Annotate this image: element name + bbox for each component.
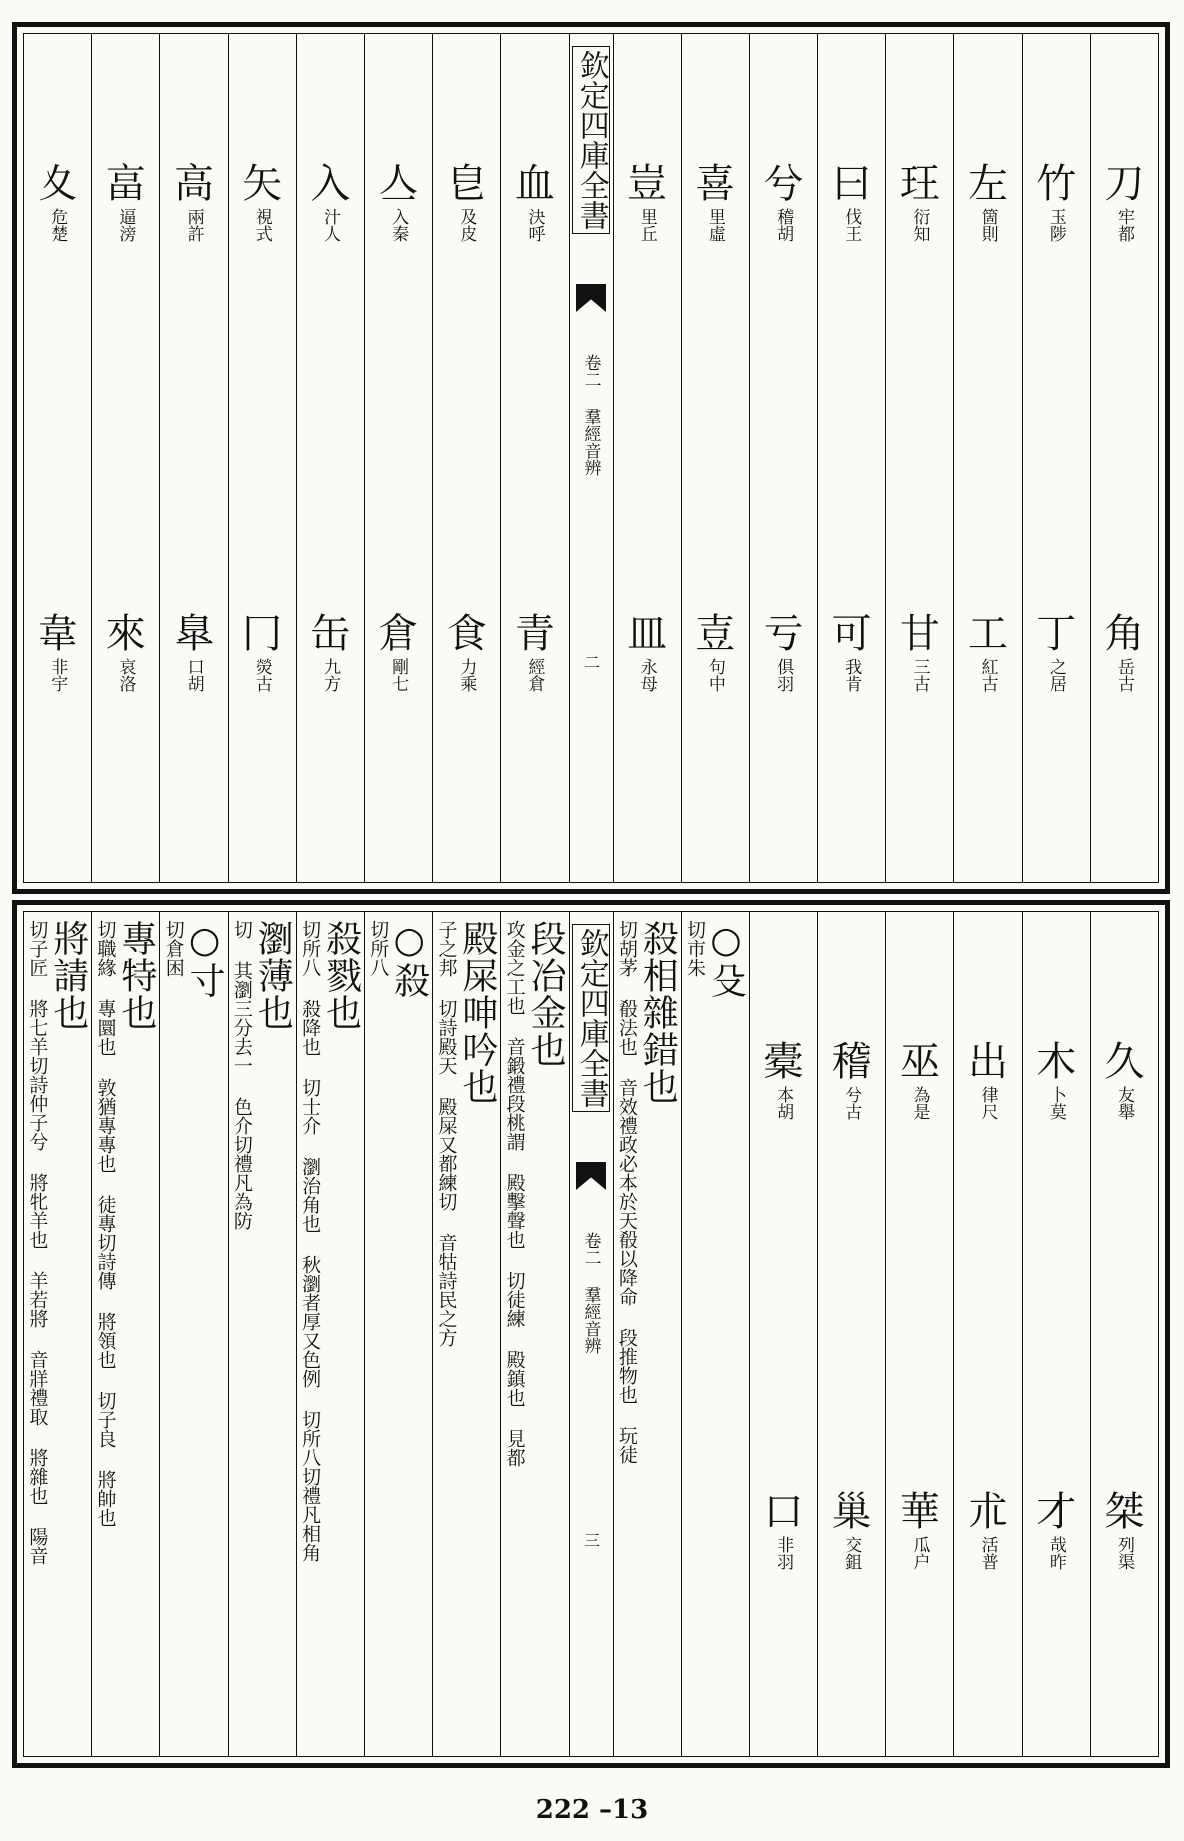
column xyxy=(749,34,817,882)
fanqie-note: 瓜户 xyxy=(909,1536,930,1570)
fishtail-mark-icon xyxy=(576,284,606,312)
fishtail-mark-icon xyxy=(576,1162,606,1190)
fanqie-note: 哀洛 xyxy=(115,658,136,692)
head-character: 玨 xyxy=(899,161,940,207)
column xyxy=(1022,912,1090,1756)
head-character: 角 xyxy=(1104,611,1145,657)
juan-and-subtitle: 卷二 羣經音辨 xyxy=(580,1232,601,1354)
lower-page-columns xyxy=(23,911,1159,1757)
head-character: 皿 xyxy=(627,611,668,657)
main-text: 瀏薄也 xyxy=(252,920,294,1031)
fanqie-note: 里丘 xyxy=(636,208,657,242)
main-text: 將請也 xyxy=(47,920,89,1031)
fanqie-note: 句中 xyxy=(704,658,725,692)
head-character: 工 xyxy=(968,611,1009,657)
column xyxy=(296,34,364,882)
head-character: 臯 xyxy=(173,611,214,657)
fanqie-note: 伐王 xyxy=(841,208,862,242)
fanqie-note: 兩許 xyxy=(183,208,204,242)
head-character: 喜 xyxy=(695,161,736,207)
head-character: 皀 xyxy=(446,161,487,207)
upper-page-columns xyxy=(23,33,1159,883)
fanqie-note: 為是 xyxy=(909,1086,930,1120)
fanqie-note: 活普 xyxy=(977,1536,998,1570)
column xyxy=(364,34,432,882)
folio-number: 三 xyxy=(581,1532,601,1548)
column xyxy=(953,34,1021,882)
head-character: 青 xyxy=(514,611,555,657)
head-character: 兮 xyxy=(763,161,804,207)
fanqie-note: 紅古 xyxy=(977,658,998,692)
head-character: 曰 xyxy=(831,161,872,207)
fanqie-note: 危楚 xyxy=(47,208,68,242)
main-text: 專特也 xyxy=(115,920,157,1031)
head-character: 巫 xyxy=(899,1039,940,1085)
main-text: 殿屎呻吟也 xyxy=(456,920,498,1105)
head-character: 桀 xyxy=(1104,1489,1145,1535)
fanqie-note: 箇則 xyxy=(977,208,998,242)
fanqie-note: 里虛 xyxy=(704,208,725,242)
head-character: 夊 xyxy=(37,161,78,207)
head-character: 木 xyxy=(1036,1039,1077,1085)
fanqie-note: 列渠 xyxy=(1114,1536,1135,1570)
fanqie-note: 律尺 xyxy=(977,1086,998,1120)
fanqie-note: 俱羽 xyxy=(773,658,794,692)
text-column xyxy=(364,912,432,1756)
head-character: 來 xyxy=(105,611,146,657)
head-character: 刀 xyxy=(1104,161,1145,207)
main-text: 段冶金也 xyxy=(525,920,567,1068)
head-character: 冂 xyxy=(242,611,283,657)
main-text: 殺戮也 xyxy=(320,920,362,1031)
head-character: 巢 xyxy=(831,1489,872,1535)
fanqie-note: 決呼 xyxy=(524,208,545,242)
annotation-text: 切職緣 專圜也 敦猶專專也 徒專切詩傳 將領也 切子良 將帥也 xyxy=(94,920,117,1527)
column xyxy=(885,34,953,882)
head-character: 倉 xyxy=(378,611,419,657)
column xyxy=(885,912,953,1756)
fanqie-note: 之居 xyxy=(1045,658,1066,692)
column xyxy=(613,34,681,882)
column xyxy=(1090,912,1158,1756)
column xyxy=(817,34,885,882)
fanqie-note: 卜莫 xyxy=(1045,1086,1066,1120)
center-fold xyxy=(569,34,613,882)
fanqie-note: 熒古 xyxy=(251,658,272,692)
column xyxy=(24,34,91,882)
head-character: 橐 xyxy=(763,1039,804,1085)
text-column xyxy=(500,912,568,1756)
column xyxy=(1090,34,1158,882)
lower-page xyxy=(12,900,1170,1768)
head-character: 稽 xyxy=(831,1039,872,1085)
annotation-text: 切倉困 xyxy=(162,920,185,977)
fanqie-note: 哉昨 xyxy=(1045,1536,1066,1570)
upper-page xyxy=(12,22,1170,894)
fanqie-note: 及皮 xyxy=(456,208,477,242)
annotation-text: 切子匠 將七羊切詩仲子兮 將牝羊也 羊若將 音牂禮取 將雜也 陽音 xyxy=(26,920,49,1565)
head-character: 可 xyxy=(831,611,872,657)
text-column xyxy=(681,912,749,1756)
head-character: 竹 xyxy=(1036,161,1077,207)
fanqie-note: 本胡 xyxy=(773,1086,794,1120)
column xyxy=(681,34,749,882)
column xyxy=(228,34,296,882)
head-character: 矢 xyxy=(242,161,283,207)
head-character: 缶 xyxy=(310,611,351,657)
fanqie-note: 岳古 xyxy=(1114,658,1135,692)
annotation-text: 子之邦 切詩殿天 殿屎又都練切 音牯詩民之方 xyxy=(435,920,458,1347)
head-character: 食 xyxy=(446,611,487,657)
head-character: 左 xyxy=(968,161,1009,207)
head-character: 甘 xyxy=(899,611,940,657)
fanqie-note: 口胡 xyxy=(183,658,204,692)
column xyxy=(749,912,817,1756)
annotation-text: 切市朱 xyxy=(684,920,707,977)
fanqie-note: 交鉏 xyxy=(841,1536,862,1570)
fanqie-note: 友舉 xyxy=(1114,1086,1135,1120)
book-title: 欽定四庫全書 xyxy=(572,924,610,1112)
juan-and-subtitle: 卷二 羣經音辨 xyxy=(580,354,601,476)
head-character: 畗 xyxy=(105,161,146,207)
column xyxy=(500,34,568,882)
head-character: 入 xyxy=(310,161,351,207)
text-column xyxy=(613,912,681,1756)
fanqie-note: 視式 xyxy=(251,208,272,242)
center-fold xyxy=(569,912,613,1756)
head-character: 口 xyxy=(763,1489,804,1535)
fanqie-note: 逼滂 xyxy=(115,208,136,242)
fanqie-note: 兮古 xyxy=(841,1086,862,1120)
text-column xyxy=(228,912,296,1756)
annotation-text: 切所八 xyxy=(367,920,390,977)
text-column xyxy=(91,912,159,1756)
column xyxy=(91,34,159,882)
fanqie-note: 力乘 xyxy=(456,658,477,692)
column xyxy=(159,34,227,882)
text-column xyxy=(432,912,500,1756)
head-character: 丁 xyxy=(1036,611,1077,657)
main-text: 殺相雜錯也 xyxy=(637,920,679,1105)
annotation-text: 切 其瀏三分去一 色介切禮凡為防 xyxy=(230,920,253,1230)
head-character: 華 xyxy=(899,1489,940,1535)
fanqie-note: 永母 xyxy=(636,658,657,692)
fanqie-note: 九方 xyxy=(319,658,340,692)
head-character: 亏 xyxy=(763,611,804,657)
fanqie-note: 稽胡 xyxy=(773,208,794,242)
fanqie-note: 汁人 xyxy=(319,208,340,242)
head-character: 壴 xyxy=(695,611,736,657)
annotation-text: 切胡茅 殽法也 音效禮政必本於天殽以降命 段推物也 玩徒 xyxy=(615,920,638,1464)
text-column xyxy=(159,912,227,1756)
text-column xyxy=(24,912,91,1756)
fanqie-note: 經倉 xyxy=(524,658,545,692)
head-character: 亼 xyxy=(378,161,419,207)
head-character: 才 xyxy=(1036,1489,1077,1535)
head-character: 豈 xyxy=(627,161,668,207)
main-text: ○寸 xyxy=(184,920,226,999)
fanqie-note: 非羽 xyxy=(773,1536,794,1570)
fanqie-note: 入秦 xyxy=(388,208,409,242)
page-number: 222 –13 xyxy=(535,1795,649,1825)
fanqie-note: 三古 xyxy=(909,658,930,692)
column xyxy=(817,912,885,1756)
folio-number: 二 xyxy=(581,654,601,670)
main-text: ○殳 xyxy=(705,920,747,999)
fanqie-note: 玉陟 xyxy=(1045,208,1066,242)
book-title: 欽定四庫全書 xyxy=(572,46,610,234)
fanqie-note: 牢都 xyxy=(1114,208,1135,242)
head-character: 高 xyxy=(173,161,214,207)
fanqie-note: 非宇 xyxy=(47,658,68,692)
fanqie-note: 我肯 xyxy=(841,658,862,692)
column xyxy=(432,34,500,882)
annotation-text: 切所八 殺降也 切士介 瀏治角也 秋瀏者厚又色例 切所八切禮凡相角 xyxy=(299,920,322,1562)
fanqie-note: 衍知 xyxy=(909,208,930,242)
fanqie-note: 剛七 xyxy=(388,658,409,692)
column xyxy=(953,912,1021,1756)
main-text: ○殺 xyxy=(388,920,430,999)
head-character: 出 xyxy=(968,1039,1009,1085)
annotation-text: 攻金之工也 音鍛禮段桃謂 殿擊聲也 切徒練 殿鎮也 見都 xyxy=(503,920,526,1467)
head-character: 久 xyxy=(1104,1039,1145,1085)
head-character: 韋 xyxy=(37,611,78,657)
head-character: 朮 xyxy=(968,1489,1009,1535)
column xyxy=(1022,34,1090,882)
text-column xyxy=(296,912,364,1756)
head-character: 血 xyxy=(514,161,555,207)
